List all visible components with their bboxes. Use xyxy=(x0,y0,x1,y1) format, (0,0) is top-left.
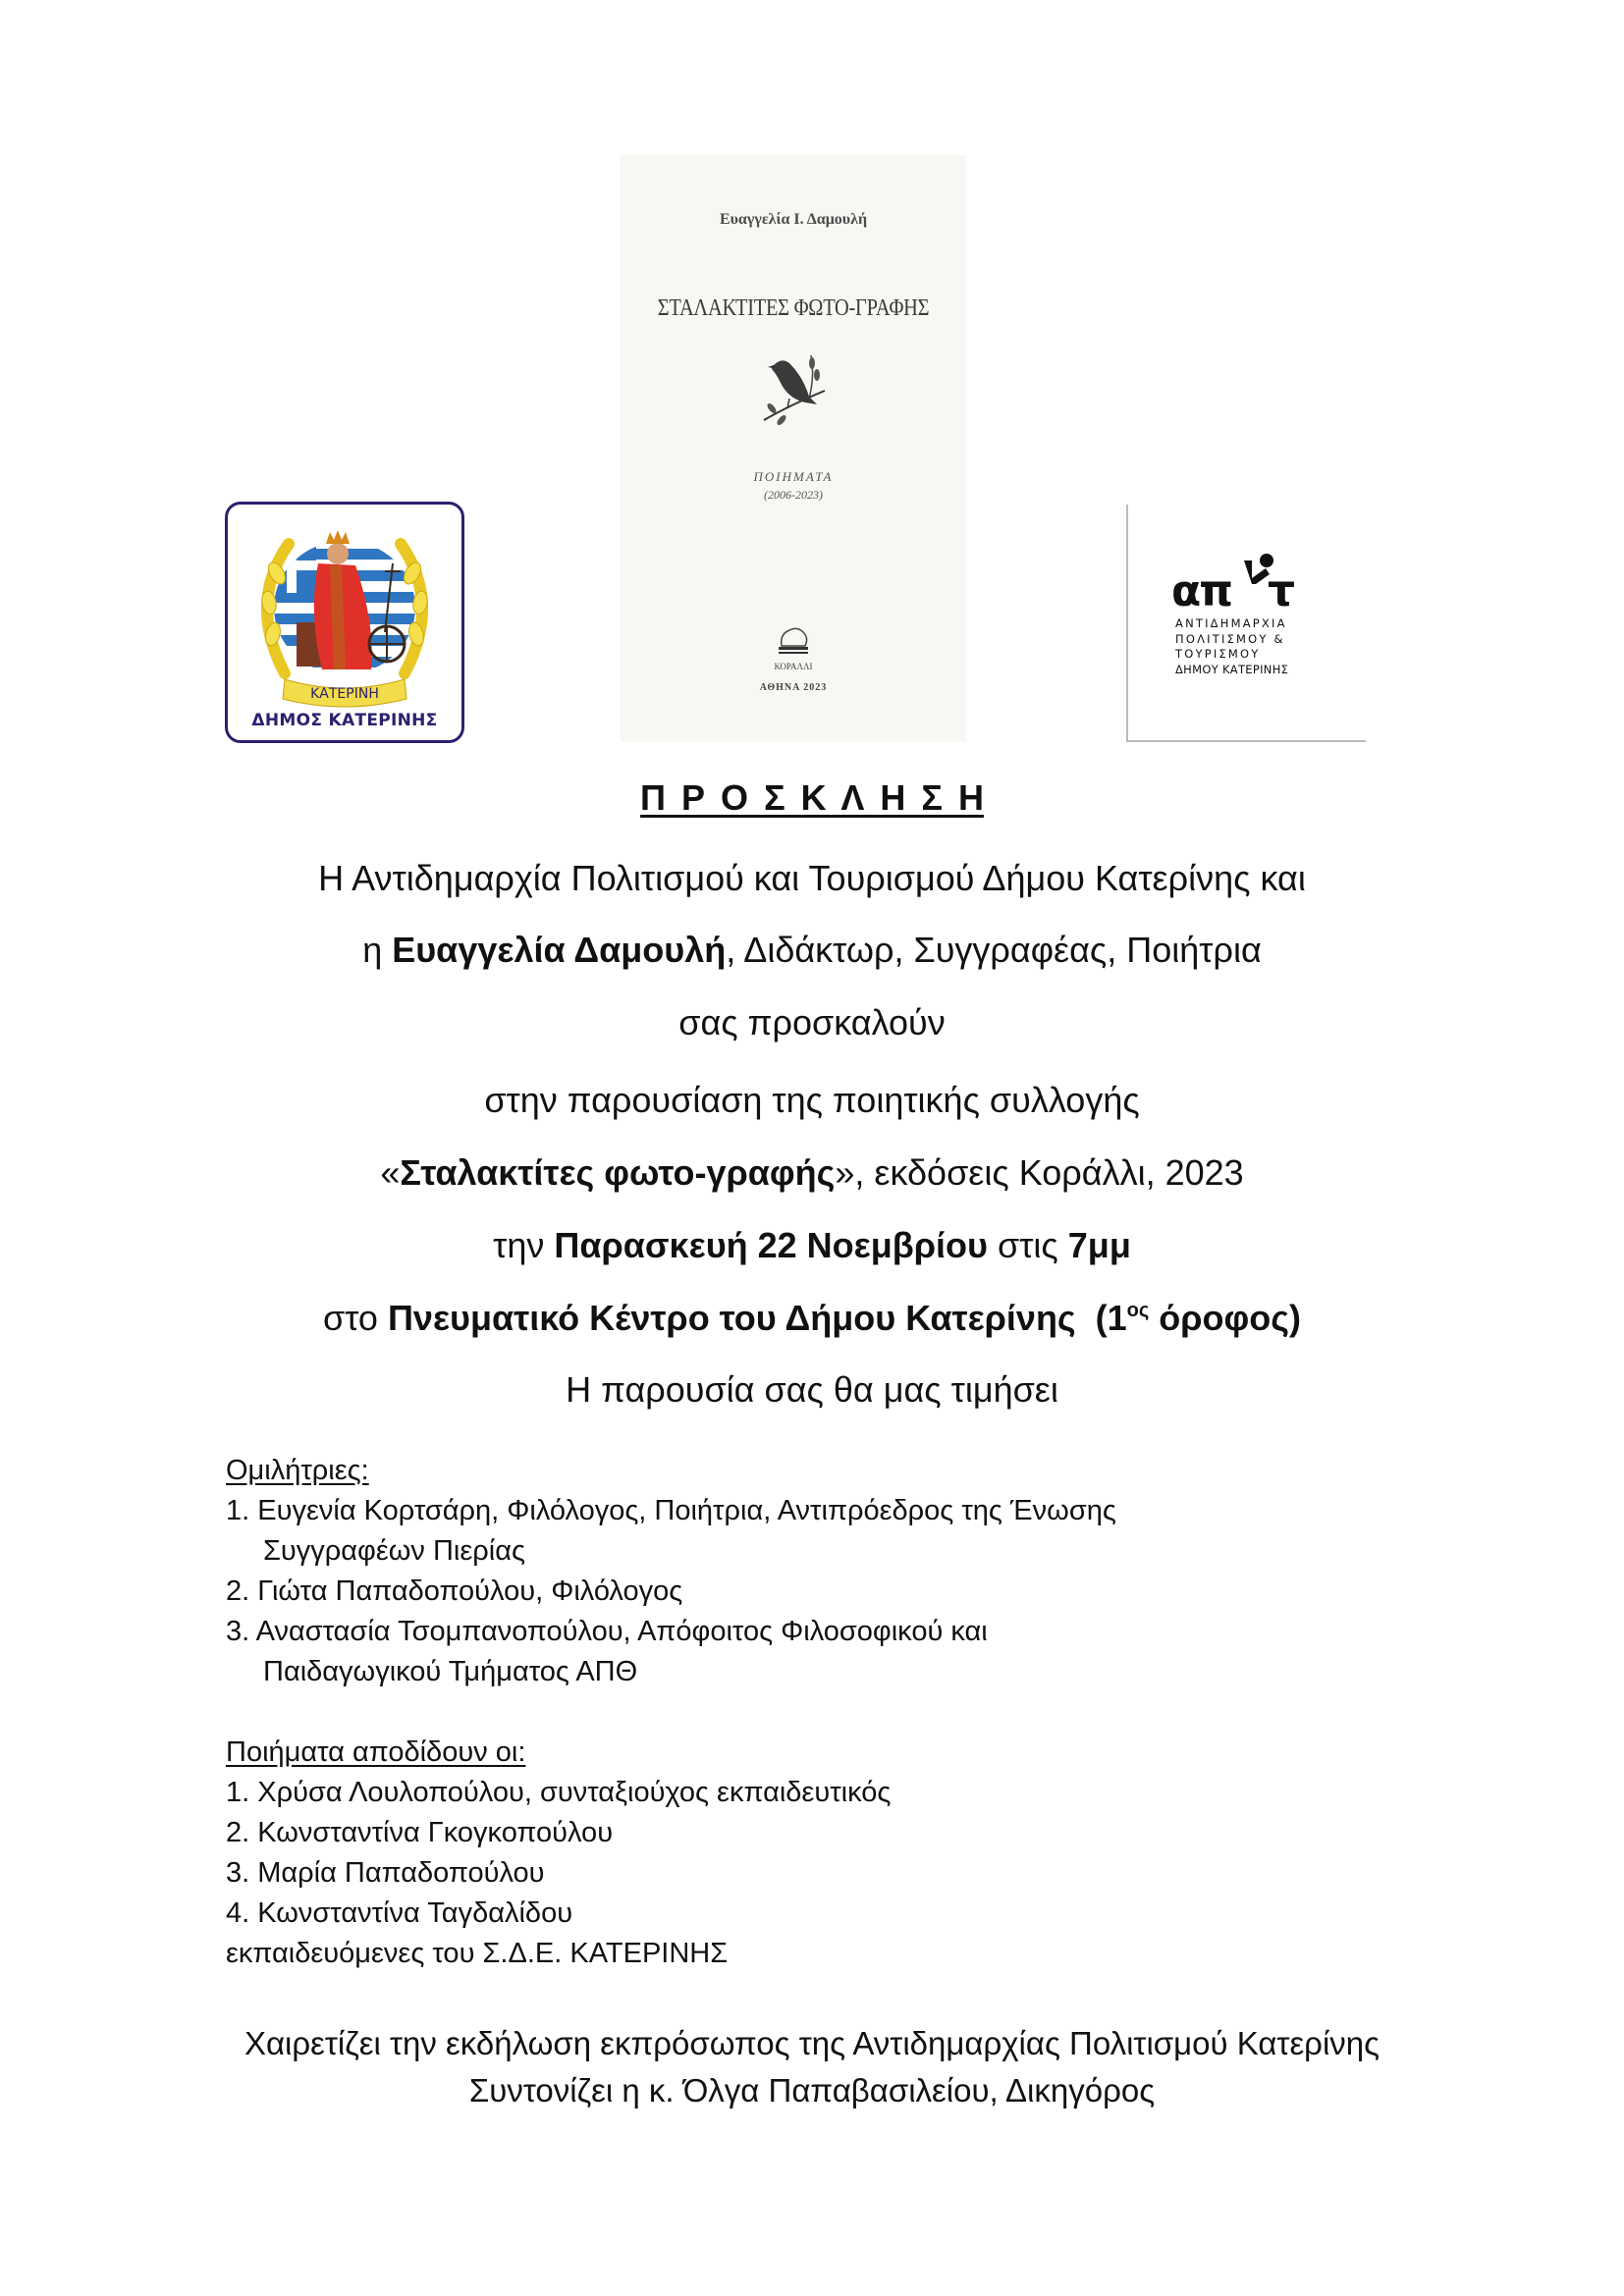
speaker-item-continuation: Παιδαγωγικού Τμήματος ΑΠΘ xyxy=(263,1656,638,1687)
reader-item: 2. Κωνσταντίνα Γκογκοπούλου xyxy=(226,1817,614,1848)
text-fragment: στις xyxy=(987,1225,1068,1265)
invite-verb-line: σας προσκαλούν xyxy=(678,1002,946,1042)
speakers-header: Ομιλήτριες: xyxy=(226,1455,369,1486)
readers-header: Ποιήματα αποδίδουν οι: xyxy=(226,1736,526,1768)
logo-caption: ΔΗΜΟΣ ΚΑΤΕΡΙΝΗΣ xyxy=(251,711,438,730)
venue-name: Πνευματικό Κέντρο του Δήμου Κατερίνης xyxy=(387,1298,1076,1338)
text-fragment: η xyxy=(362,930,393,970)
book-title: ΣΤΑΛΑΚΤΙΤΕΣ ΦΩΤΟ-ΓΡΑΦΗΣ xyxy=(657,295,930,321)
logo-text-lines xyxy=(1175,616,1288,677)
text-fragment: στο xyxy=(322,1298,388,1338)
book-years: (2006-2023) xyxy=(764,488,823,502)
floor-ordinal-suffix: ος xyxy=(1126,1300,1150,1321)
book-title-line xyxy=(0,1152,1624,1194)
text-fragment: την xyxy=(493,1225,555,1265)
event-date: Παρασκευή 22 Νοεμβρίου xyxy=(554,1225,988,1265)
reader-item: 3. Μαρία Παπαδοπούλου xyxy=(226,1857,545,1889)
date-time-line xyxy=(0,1225,1624,1266)
speaker-item: 1. Ευγενία Κορτσάρη, Φιλόλογος, Ποιήτρια, Αντιπρόεδρος της Ένωσης xyxy=(226,1495,1116,1526)
invitation-heading xyxy=(0,777,1624,819)
publisher-logo-icon xyxy=(776,624,811,664)
speaker-item: 3. Αναστασία Τσομπανοπούλου, Απόφοιτος Φιλοσοφικού και xyxy=(226,1616,988,1647)
reader-item: 1. Χρύσα Λουλοπούλου, συνταξιούχος εκπαιδευτικός xyxy=(226,1777,892,1808)
logo-line: ΔΗΜΟΥ ΚΑΤΕΡΙΝΗΣ xyxy=(1175,662,1289,676)
speaker-item: 2. Γιώτα Παπαδοπούλου, Φιλόλογος xyxy=(226,1575,683,1607)
floor-label: όροφος) xyxy=(1149,1298,1302,1338)
author-name: Ευαγγελία Δαμουλή xyxy=(392,930,727,970)
ribbon-text: ΚΑΤΕΡΙΝΗ xyxy=(310,686,379,702)
greeting-line: Χαιρετίζει την εκδήλωση εκπρόσωπος της Αντιδημαρχίας Πολιτισμού Κατερίνης xyxy=(244,2025,1380,2061)
text-fragment: « xyxy=(380,1152,401,1193)
event-time: 7μμ xyxy=(1067,1225,1131,1265)
svg-text:απ: απ xyxy=(1171,566,1232,610)
svg-text:τ: τ xyxy=(1268,566,1296,610)
heading-text: Π Ρ Ο Σ Κ Λ Η Σ Η xyxy=(640,777,984,818)
author-titles: , Διδάκτωρ, Συγγραφέας, Ποιήτρια xyxy=(726,930,1262,970)
coordinator-line: Συντονίζει η κ. Όλγα Παπαβασιλείου, Δικηγόρος xyxy=(468,2072,1156,2109)
speakers-section xyxy=(226,1451,1116,1692)
publisher-name: ΚΟΡΑΛΛΙ xyxy=(774,662,813,671)
organizers-line: Η Αντιδημαρχία Πολιτισμού και Τουρισμού Δήμου Κατερίνης και xyxy=(318,858,1306,898)
floor-number: (1 xyxy=(1075,1298,1127,1338)
deputy-mayoralty-culture-logo xyxy=(1126,505,1366,742)
author-line xyxy=(0,930,1624,971)
book-title-bold: Σταλακτίτες φωτο-γραφής xyxy=(400,1152,836,1193)
book-city-year: ΑΘΗΝΑ 2023 xyxy=(759,682,828,693)
readers-section xyxy=(226,1733,891,1974)
logo-line: ΤΟΥΡΙΣΜΟΥ xyxy=(1175,647,1261,661)
book-author: Ευαγγελία Ι. Δαμουλή xyxy=(719,211,868,228)
speaker-item-continuation: Συγγραφέων Πιερίας xyxy=(263,1535,525,1567)
closing-line: Η παρουσία σας θα μας τιμήσει xyxy=(566,1369,1058,1410)
apkt-logo-mark-icon xyxy=(1171,549,1319,610)
presentation-line: στην παρουσίαση της ποιητικής συλλογής xyxy=(484,1080,1140,1120)
logo-line: ΠΟΛΙΤΙΣΜΟΥ & xyxy=(1175,631,1285,646)
ribbon-icon xyxy=(283,679,406,707)
bird-on-branch-icon xyxy=(760,351,829,430)
reader-item: 4. Κωνσταντίνα Ταγδαλίδου xyxy=(226,1897,573,1929)
venue-line xyxy=(0,1298,1624,1339)
readers-note: εκπαιδευόμενες του Σ.Δ.Ε. ΚΑΤΕΡΙΝΗΣ xyxy=(226,1938,729,1969)
municipality-of-katerini-logo xyxy=(225,502,464,743)
publisher-info: », εκδόσεις Κοράλλι, 2023 xyxy=(835,1152,1244,1193)
logo-line: ΑΝΤΙΔΗΜΑΡΧΙΑ xyxy=(1175,616,1287,630)
book-genre: ΠΟΙΗΜΑΤΑ xyxy=(753,469,834,484)
book-cover-image xyxy=(621,155,966,742)
emblem-icon xyxy=(228,505,461,740)
